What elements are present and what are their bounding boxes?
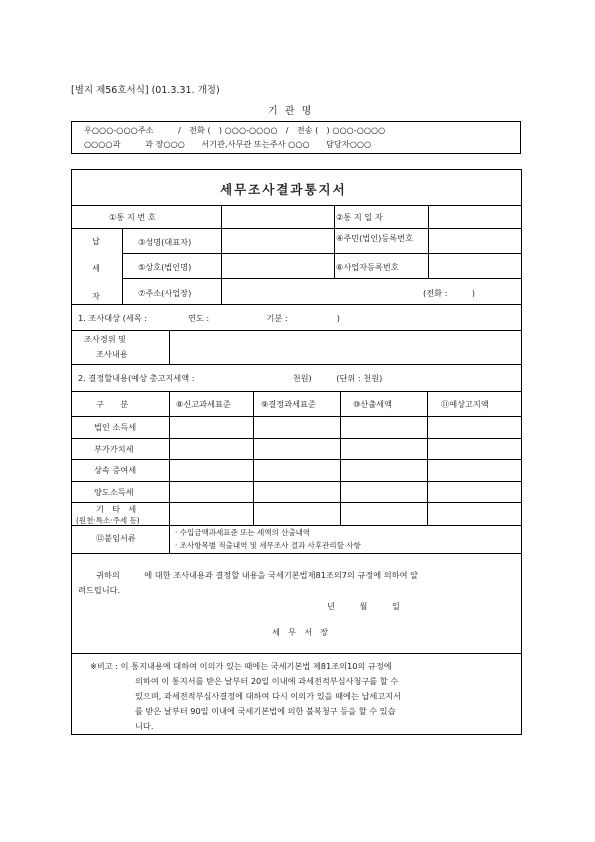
- taxpayer-char-2: 세: [92, 263, 100, 273]
- tax-item-inheritance: 상속 증여세: [94, 465, 137, 475]
- resident-number-label: ④주민(법인)등록번호: [336, 233, 414, 243]
- remarks-line-5: 니다.: [135, 721, 154, 731]
- notice-number-label: ①통 지 번 호: [109, 212, 156, 222]
- form-title: 세무조사결과통지서: [220, 182, 347, 197]
- notice-date-label: ②통 지 일 자: [336, 212, 383, 222]
- survey-details-label-1: 조사경위 및: [84, 334, 127, 344]
- office-address-line: 우○○○-○○○주소 / 전화 ( ) ○○○-○○○○ / 전송 ( ) ○○○-○○○○: [84, 125, 386, 135]
- form-number: [별지 제56호서식] (01.3.31. 개정): [71, 85, 220, 96]
- column-decided-base: ⑨결정과세표준: [261, 399, 316, 409]
- survey-target: 1. 조사대상 (세목 : 연도 : 기분 : ): [78, 313, 340, 323]
- tax-item-transfer: 양도소득세: [94, 487, 134, 497]
- date-line: 년 월 일: [327, 601, 400, 611]
- tax-item-vat: 부가가치세: [94, 444, 134, 454]
- tax-office-head: 세 무 서 장: [272, 627, 329, 637]
- office-header-box: [71, 121, 521, 154]
- office-staff-line: ○○○○과 과 장○○○ 서기관,사무관 또는주사 ○○○ 담당자○○○: [84, 139, 372, 149]
- attachments-label: ⑫붙임서류: [96, 533, 136, 543]
- attachment-item-1: · 수입금액과세표준 또는 세액의 산출내역: [175, 528, 311, 537]
- remarks-line-4: 를 받은 날부터 90일 이내에 국세기본법에 의한 불복청구 등을 할 수 있습: [135, 706, 396, 716]
- remarks-line-3: 있으며, 과세전적부심사결정에 대하여 다시 이의가 있을 때에는 납세고지서: [135, 691, 402, 701]
- tax-item-other-note: (원천·특소·주세 등): [76, 516, 140, 525]
- decision-amount: 2. 결정할내용(예상 총고지세액 : 천원) (단위 : 천원): [78, 373, 383, 383]
- body-text-line-2: 려드립니다.: [78, 585, 121, 595]
- remarks-line-2: 의하여 이 통지서를 받은 날부터 20일 이내에 과세전적부심사청구를 할 수: [135, 676, 399, 686]
- name-label: ③성명(대표자): [138, 237, 192, 247]
- survey-details-label-2: 조사내용: [96, 349, 128, 359]
- phone-label: (전화 : ): [423, 288, 476, 298]
- notice-form: [71, 169, 522, 735]
- column-output-tax: ⑩산출세액: [353, 399, 392, 409]
- tax-item-other: 기 타 세: [96, 504, 137, 514]
- taxpayer-char-3: 자: [92, 291, 100, 301]
- business-registration-label: ⑥사업자등록번호: [336, 262, 399, 272]
- address-label: ⑦주소(사업장): [138, 288, 192, 298]
- organization-name: 기 관 명: [268, 106, 314, 117]
- remarks-line-1: ※비고 : 이 통지내용에 대하여 이의가 있는 때에는 국세기본법 제81조의10의 규정에: [90, 661, 392, 671]
- column-expected-tax: ⑪예상고지액: [441, 399, 489, 409]
- attachment-item-2: · 조사항목별 적출내역 및 세무조사 결과 사후관리할 사항: [175, 541, 361, 550]
- taxpayer-char-1: 납: [92, 236, 100, 246]
- column-category: 구 분: [96, 399, 129, 409]
- body-text-line-1: 귀하의 에 대한 조사내용과 결정할 내용을 국세기본법제81조의7의 규정에 의하여 알: [96, 570, 419, 580]
- tax-item-corporate: 법인 소득세: [94, 422, 137, 432]
- company-name-label: ⑤상호(법인명): [138, 262, 192, 272]
- column-reported-base: ⑧신고과세표준: [176, 399, 231, 409]
